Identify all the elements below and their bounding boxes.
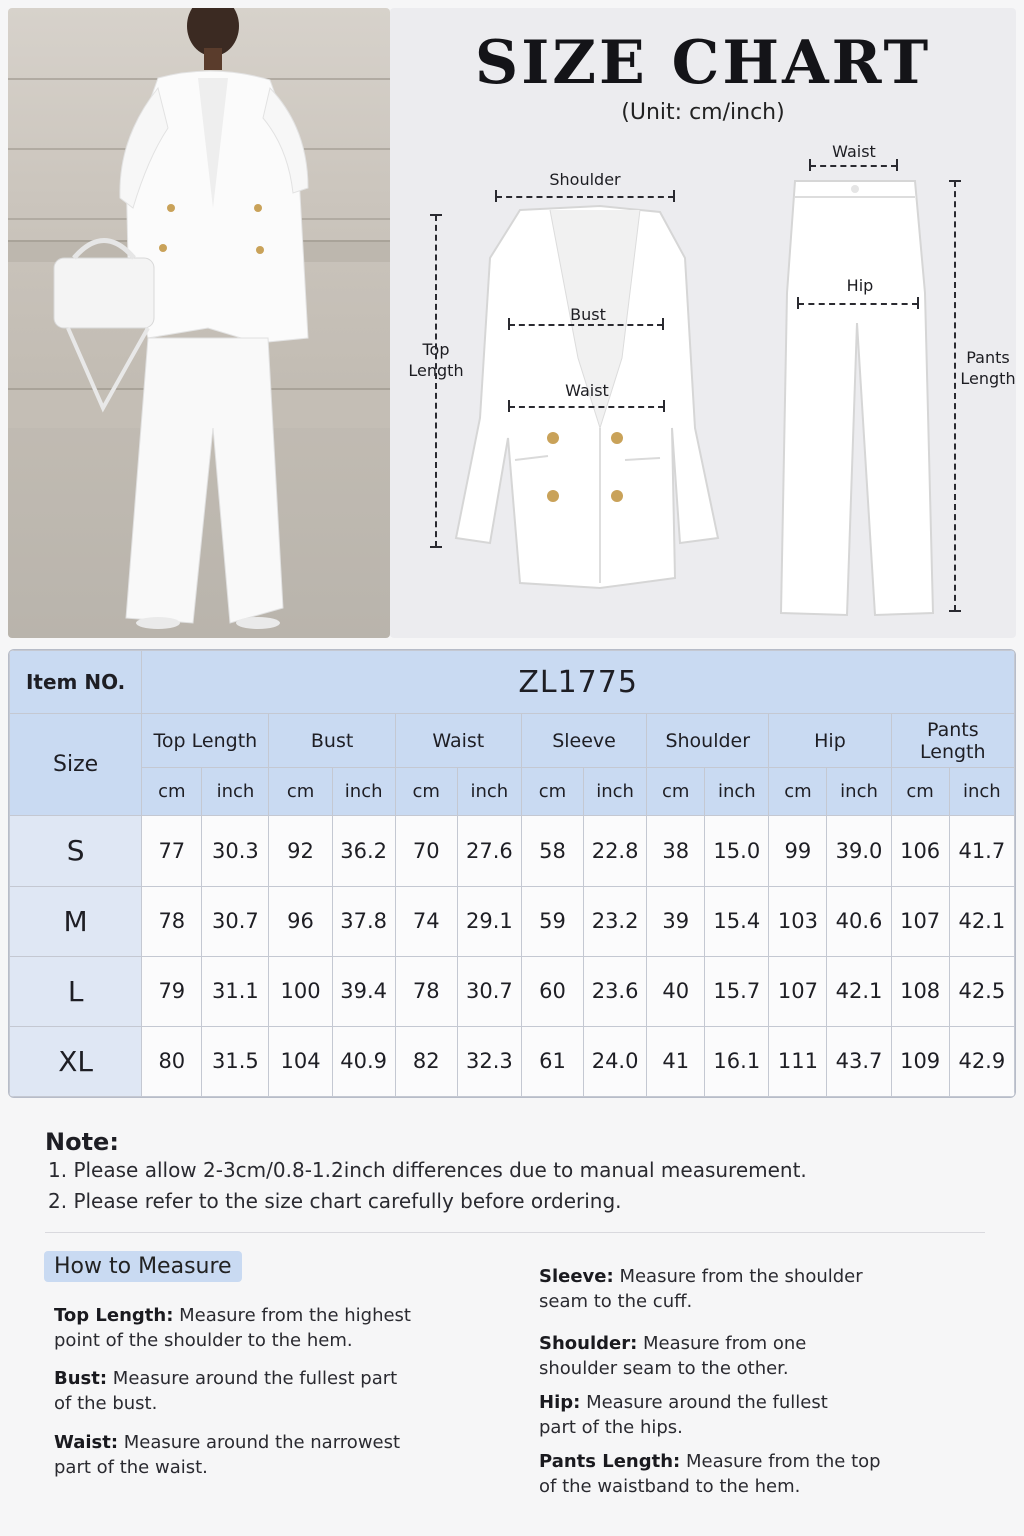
size-cell: M	[10, 886, 142, 956]
col-pants-length: Pants Length	[891, 714, 1014, 768]
table-cell: 103	[769, 886, 827, 956]
unit-cm-header: cm	[395, 768, 457, 816]
table-cell: 40.9	[332, 1026, 395, 1096]
top-length-label: Top Length	[408, 340, 464, 380]
unit-inch-header: inch	[332, 768, 395, 816]
table-cell: 22.8	[584, 816, 647, 886]
page-title: SIZE CHART	[474, 28, 932, 98]
col-shoulder: Shoulder	[647, 714, 769, 768]
col-top-length: Top Length	[142, 714, 269, 768]
table-cell: 77	[142, 816, 202, 886]
table-cell: 42.5	[949, 956, 1014, 1026]
table-cell: 15.0	[705, 816, 769, 886]
measurement-diagram	[390, 8, 1016, 638]
table-cell: 78	[142, 886, 202, 956]
size-cell: L	[10, 956, 142, 1026]
table-cell: 61	[521, 1026, 583, 1096]
unit-cm-header: cm	[521, 768, 583, 816]
table-cell: 74	[395, 886, 457, 956]
table-cell: 32.3	[457, 1026, 521, 1096]
item-no-label: Item NO.	[10, 651, 142, 714]
table-cell: 31.5	[202, 1026, 269, 1096]
table-cell: 27.6	[457, 816, 521, 886]
measure-entry-shoulder: Shoulder: Measure from one shoulder seam to the other.	[539, 1333, 807, 1379]
table-cell: 58	[521, 816, 583, 886]
table-cell: 24.0	[584, 1026, 647, 1096]
size-cell: XL	[10, 1026, 142, 1096]
size-header: Size	[10, 714, 142, 816]
table-cell: 43.7	[827, 1026, 891, 1096]
col-hip: Hip	[769, 714, 891, 768]
table-row	[10, 816, 1015, 886]
table-cell: 111	[769, 1026, 827, 1096]
col-sleeve: Sleeve	[521, 714, 646, 768]
measure-entry-bust: Bust: Measure around the fullest part of the bust.	[54, 1368, 398, 1414]
table-cell: 38	[647, 816, 705, 886]
table-cell: 40	[647, 956, 705, 1026]
table-cell: 29.1	[457, 886, 521, 956]
table-cell: 99	[769, 816, 827, 886]
table-cell: 60	[521, 956, 583, 1026]
table-cell: 100	[269, 956, 332, 1026]
unit-inch-header: inch	[705, 768, 769, 816]
pants-length-label: Pants Length	[960, 348, 1016, 388]
table-cell: 59	[521, 886, 583, 956]
size-table	[8, 649, 1016, 1098]
table-cell: 31.1	[202, 956, 269, 1026]
table-cell: 107	[769, 956, 827, 1026]
col-waist: Waist	[395, 714, 521, 768]
table-cell: 41.7	[949, 816, 1014, 886]
table-cell: 78	[395, 956, 457, 1026]
table-cell: 70	[395, 816, 457, 886]
item-no-value: ZL1775	[142, 651, 1015, 714]
table-cell: 16.1	[705, 1026, 769, 1096]
table-cell: 82	[395, 1026, 457, 1096]
unit-cm-header: cm	[647, 768, 705, 816]
table-cell: 23.2	[584, 886, 647, 956]
table-cell: 41	[647, 1026, 705, 1096]
table-cell: 39.0	[827, 816, 891, 886]
table-cell: 108	[891, 956, 949, 1026]
table-cell: 42.9	[949, 1026, 1014, 1096]
pants-length-measure-line	[954, 181, 956, 611]
bust-label: Bust	[570, 305, 606, 324]
unit-subtitle: (Unit: cm/inch)	[621, 100, 785, 125]
unit-cm-header: cm	[891, 768, 949, 816]
waist-measure-line-pants	[810, 165, 897, 167]
table-cell: 92	[269, 816, 332, 886]
table-row	[10, 886, 1015, 956]
pants-illustration	[775, 173, 935, 618]
unit-cm-header: cm	[269, 768, 332, 816]
hip-measure-line	[798, 303, 918, 305]
white-suit-model	[8, 8, 390, 638]
table-cell: 15.7	[705, 956, 769, 1026]
table-cell: 15.4	[705, 886, 769, 956]
unit-cm-header: cm	[769, 768, 827, 816]
waist-label-pants: Waist	[832, 142, 876, 161]
table-cell: 42.1	[949, 886, 1014, 956]
how-to-measure-title: How to Measure	[44, 1251, 242, 1282]
top-length-measure-line	[435, 215, 437, 547]
model-photo	[8, 8, 390, 638]
unit-inch-header: inch	[584, 768, 647, 816]
hip-label: Hip	[846, 276, 874, 295]
unit-inch-header: inch	[827, 768, 891, 816]
unit-inch-header: inch	[457, 768, 521, 816]
col-bust: Bust	[269, 714, 395, 768]
table-cell: 106	[891, 816, 949, 886]
note-item-2: 2. Please refer to the size chart carefully before ordering.	[48, 1189, 622, 1213]
table-cell: 79	[142, 956, 202, 1026]
unit-cm-header: cm	[142, 768, 202, 816]
table-cell: 30.7	[202, 886, 269, 956]
note-title: Note:	[45, 1128, 119, 1156]
measure-entry-waist: Waist: Measure around the narrowest part of the waist.	[54, 1432, 401, 1478]
table-cell: 107	[891, 886, 949, 956]
note-item-1: 1. Please allow 2-3cm/0.8-1.2inch differences due to manual measurement.	[48, 1158, 807, 1182]
table-cell: 42.1	[827, 956, 891, 1026]
table-cell: 30.7	[457, 956, 521, 1026]
shoulder-measure-line	[496, 196, 674, 198]
measure-entry-pants-length: Pants Length: Measure from the top of the waistband to the hem.	[539, 1451, 881, 1497]
shoulder-label: Shoulder	[549, 170, 621, 189]
bust-measure-line	[509, 324, 663, 326]
measure-entry-hip: Hip: Measure around the fullest part of the hips.	[539, 1392, 828, 1438]
table-cell: 39.4	[332, 956, 395, 1026]
table-cell: 40.6	[827, 886, 891, 956]
size-cell: S	[10, 816, 142, 886]
table-cell: 80	[142, 1026, 202, 1096]
measure-entry-top-length: Top Length: Measure from the highest point of the shoulder to the hem.	[54, 1305, 411, 1351]
table-cell: 37.8	[332, 886, 395, 956]
waist-label-top: Waist	[565, 381, 609, 400]
table-cell: 30.3	[202, 816, 269, 886]
table-cell: 36.2	[332, 816, 395, 886]
divider	[45, 1232, 985, 1233]
waist-measure-line-top	[509, 406, 664, 408]
table-row	[10, 1026, 1015, 1096]
table-cell: 96	[269, 886, 332, 956]
table-cell: 104	[269, 1026, 332, 1096]
unit-inch-header: inch	[202, 768, 269, 816]
unit-inch-header: inch	[949, 768, 1014, 816]
table-cell: 23.6	[584, 956, 647, 1026]
table-cell: 39	[647, 886, 705, 956]
measure-entry-sleeve: Sleeve: Measure from the shoulder seam to the cuff.	[539, 1266, 863, 1312]
table-row	[10, 956, 1015, 1026]
table-cell: 109	[891, 1026, 949, 1096]
